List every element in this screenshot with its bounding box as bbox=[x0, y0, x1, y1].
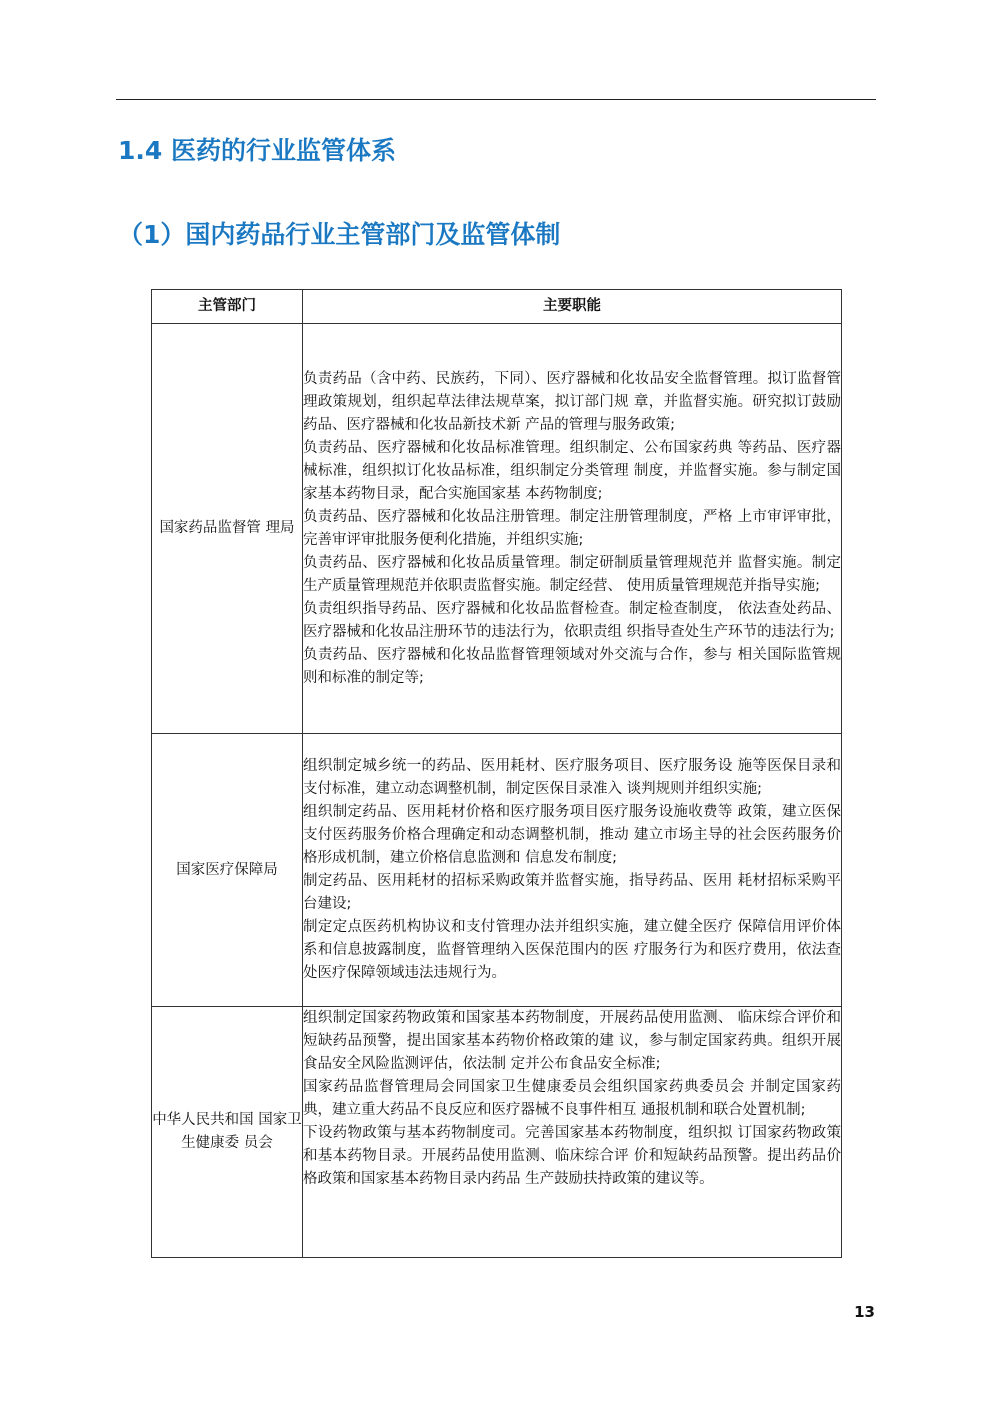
duties-cell bbox=[303, 734, 842, 1007]
table-row bbox=[152, 734, 842, 1007]
column-header-duties: 主要职能 bbox=[303, 290, 842, 324]
duty-item: 组织制定国家药物政策和国家基本药物制度，开展药品使用监测、 临床综合评价和短缺药品预警，提出国家基本药物价格政策的建 议，参与制定国家药典。组织开展食品安全风险监测评估，依法制 定并公布食品安全标准; bbox=[303, 1010, 841, 1072]
regulatory-table bbox=[151, 289, 842, 1258]
duty-item: 组织制定药品、医用耗材价格和医疗服务项目医疗服务设施收费等 政策，建立医保支付医药服务价格合理确定和动态调整机制，推动 建立市场主导的社会医药服务价格形成机制，建立价格信息监测和 信息发布制度; bbox=[303, 804, 841, 866]
duty-item: 国家药品监督管理局会同国家卫生健康委员会组织国家药典委员会 并制定国家药典，建立重大药品不良反应和医疗器械不良事件相互 通报机制和联合处置机制; bbox=[303, 1079, 841, 1118]
duty-item: 制定定点医药机构协议和支付管理办法并组织实施，建立健全医疗 保障信用评价体系和信息披露制度，监督管理纳入医保范围内的医 疗服务行为和医疗费用，依法查处医疗保障领域违法违规行为。 bbox=[303, 919, 841, 981]
duty-item: 组织制定城乡统一的药品、医用耗材、医疗服务项目、医疗服务设 施等医保目录和支付标准，建立动态调整机制，制定医保目录准入 谈判规则并组织实施; bbox=[303, 758, 841, 797]
subsection-title: （1）国内药品行业主管部门及监管体制 bbox=[118, 220, 561, 249]
section-title: 1.4 医药的行业监管体系 bbox=[118, 136, 396, 165]
duty-item: 负责药品、医疗器械和化妆品质量管理。制定研制质量管理规范并 监督实施。制定生产质量管理规范并依职责监督实施。制定经营、 使用质量管理规范并指导实施; bbox=[303, 554, 841, 594]
column-header-department: 主管部门 bbox=[152, 290, 303, 324]
header-rule bbox=[116, 99, 876, 100]
duty-item: 负责药品、医疗器械和化妆品监督管理领域对外交流与合作，参与 相关国际监管规则和标准的制定等; bbox=[303, 646, 841, 686]
duty-item: 负责药品（含中药、民族药，下同）、医疗器械和化妆品安全监督管理。拟订监督管理政策规划，组织起草法律法规草案，拟订部门规 章，并监督实施。研究拟订鼓励药品、医疗器械和化妆品新技术新 产品的管理与服务政策; bbox=[303, 370, 841, 433]
department-cell: 国家医疗保障局 bbox=[152, 734, 303, 1007]
duties-cell bbox=[303, 324, 842, 734]
department-cell: 国家药品监督管 理局 bbox=[152, 324, 303, 734]
duty-item: 负责药品、医疗器械和化妆品注册管理。制定注册管理制度，严格 上市审评审批，完善审评审批服务便利化措施，并组织实施; bbox=[303, 508, 841, 548]
duties-cell bbox=[303, 1007, 842, 1258]
duty-item: 负责药品、医疗器械和化妆品标准管理。组织制定、公布国家药典 等药品、医疗器械标准，组织拟订化妆品标准，组织制定分类管理 制度，并监督实施。参与制定国家基本药物目录，配合实施国家基 本药物制度; bbox=[303, 439, 841, 502]
department-cell: 中华人民共和国 国家卫生健康委 员会 bbox=[152, 1007, 303, 1258]
table-header-row bbox=[152, 290, 842, 324]
table-row bbox=[152, 1007, 842, 1258]
duty-item: 负责组织指导药品、医疗器械和化妆品监督检查。制定检查制度， 依法查处药品、医疗器械和化妆品注册环节的违法行为，依职责组 织指导查处生产环节的违法行为; bbox=[303, 600, 841, 640]
regulatory-table-wrapper bbox=[151, 289, 841, 1258]
duty-item: 下设药物政策与基本药物制度司。完善国家基本药物制度，组织拟 订国家药物政策和基本药物目录。开展药品使用监测、临床综合评 价和短缺药品预警。提出药品价格政策和国家基本药物目录内药品 生产鼓励扶持政策的建议等。 bbox=[303, 1125, 841, 1187]
duty-item: 制定药品、医用耗材的招标采购政策并监督实施，指导药品、医用 耗材招标采购平台建设; bbox=[303, 873, 841, 912]
table-row bbox=[152, 324, 842, 734]
page-number: 13 bbox=[854, 1303, 875, 1321]
